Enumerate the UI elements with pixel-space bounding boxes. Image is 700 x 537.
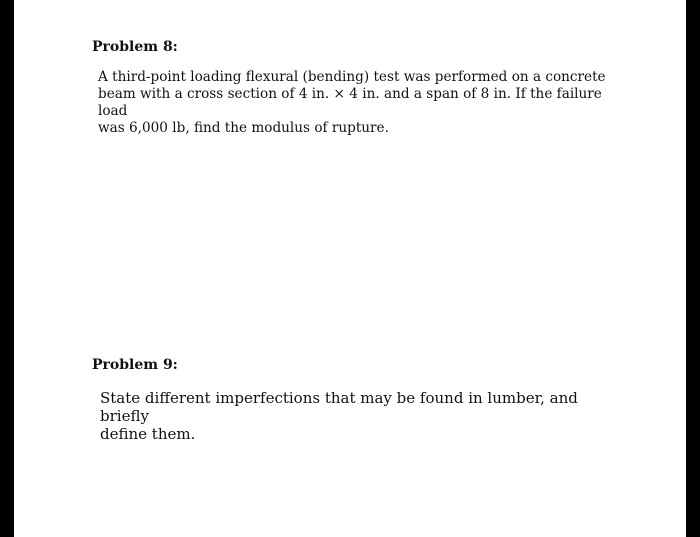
problem-9-line: State different imperfections that may be found in lumber, and briefly <box>100 389 578 425</box>
problem-8-heading: Problem 8: <box>92 39 178 55</box>
problem-8-line: was 6,000 lb, find the modulus of rupture. <box>98 120 389 136</box>
problem-8-line: beam with a cross section of 4 in. × 4 in. and a span of 8 in. If the failure load <box>98 86 602 119</box>
problem-8-line: A third-point loading flexural (bending) test was performed on a concrete <box>98 69 606 85</box>
problem-9-line: define them. <box>100 425 196 443</box>
problem-8-text <box>98 69 608 137</box>
problem-9-text <box>100 389 620 443</box>
problem-9-heading: Problem 9: <box>92 357 178 373</box>
document-page <box>14 0 686 537</box>
